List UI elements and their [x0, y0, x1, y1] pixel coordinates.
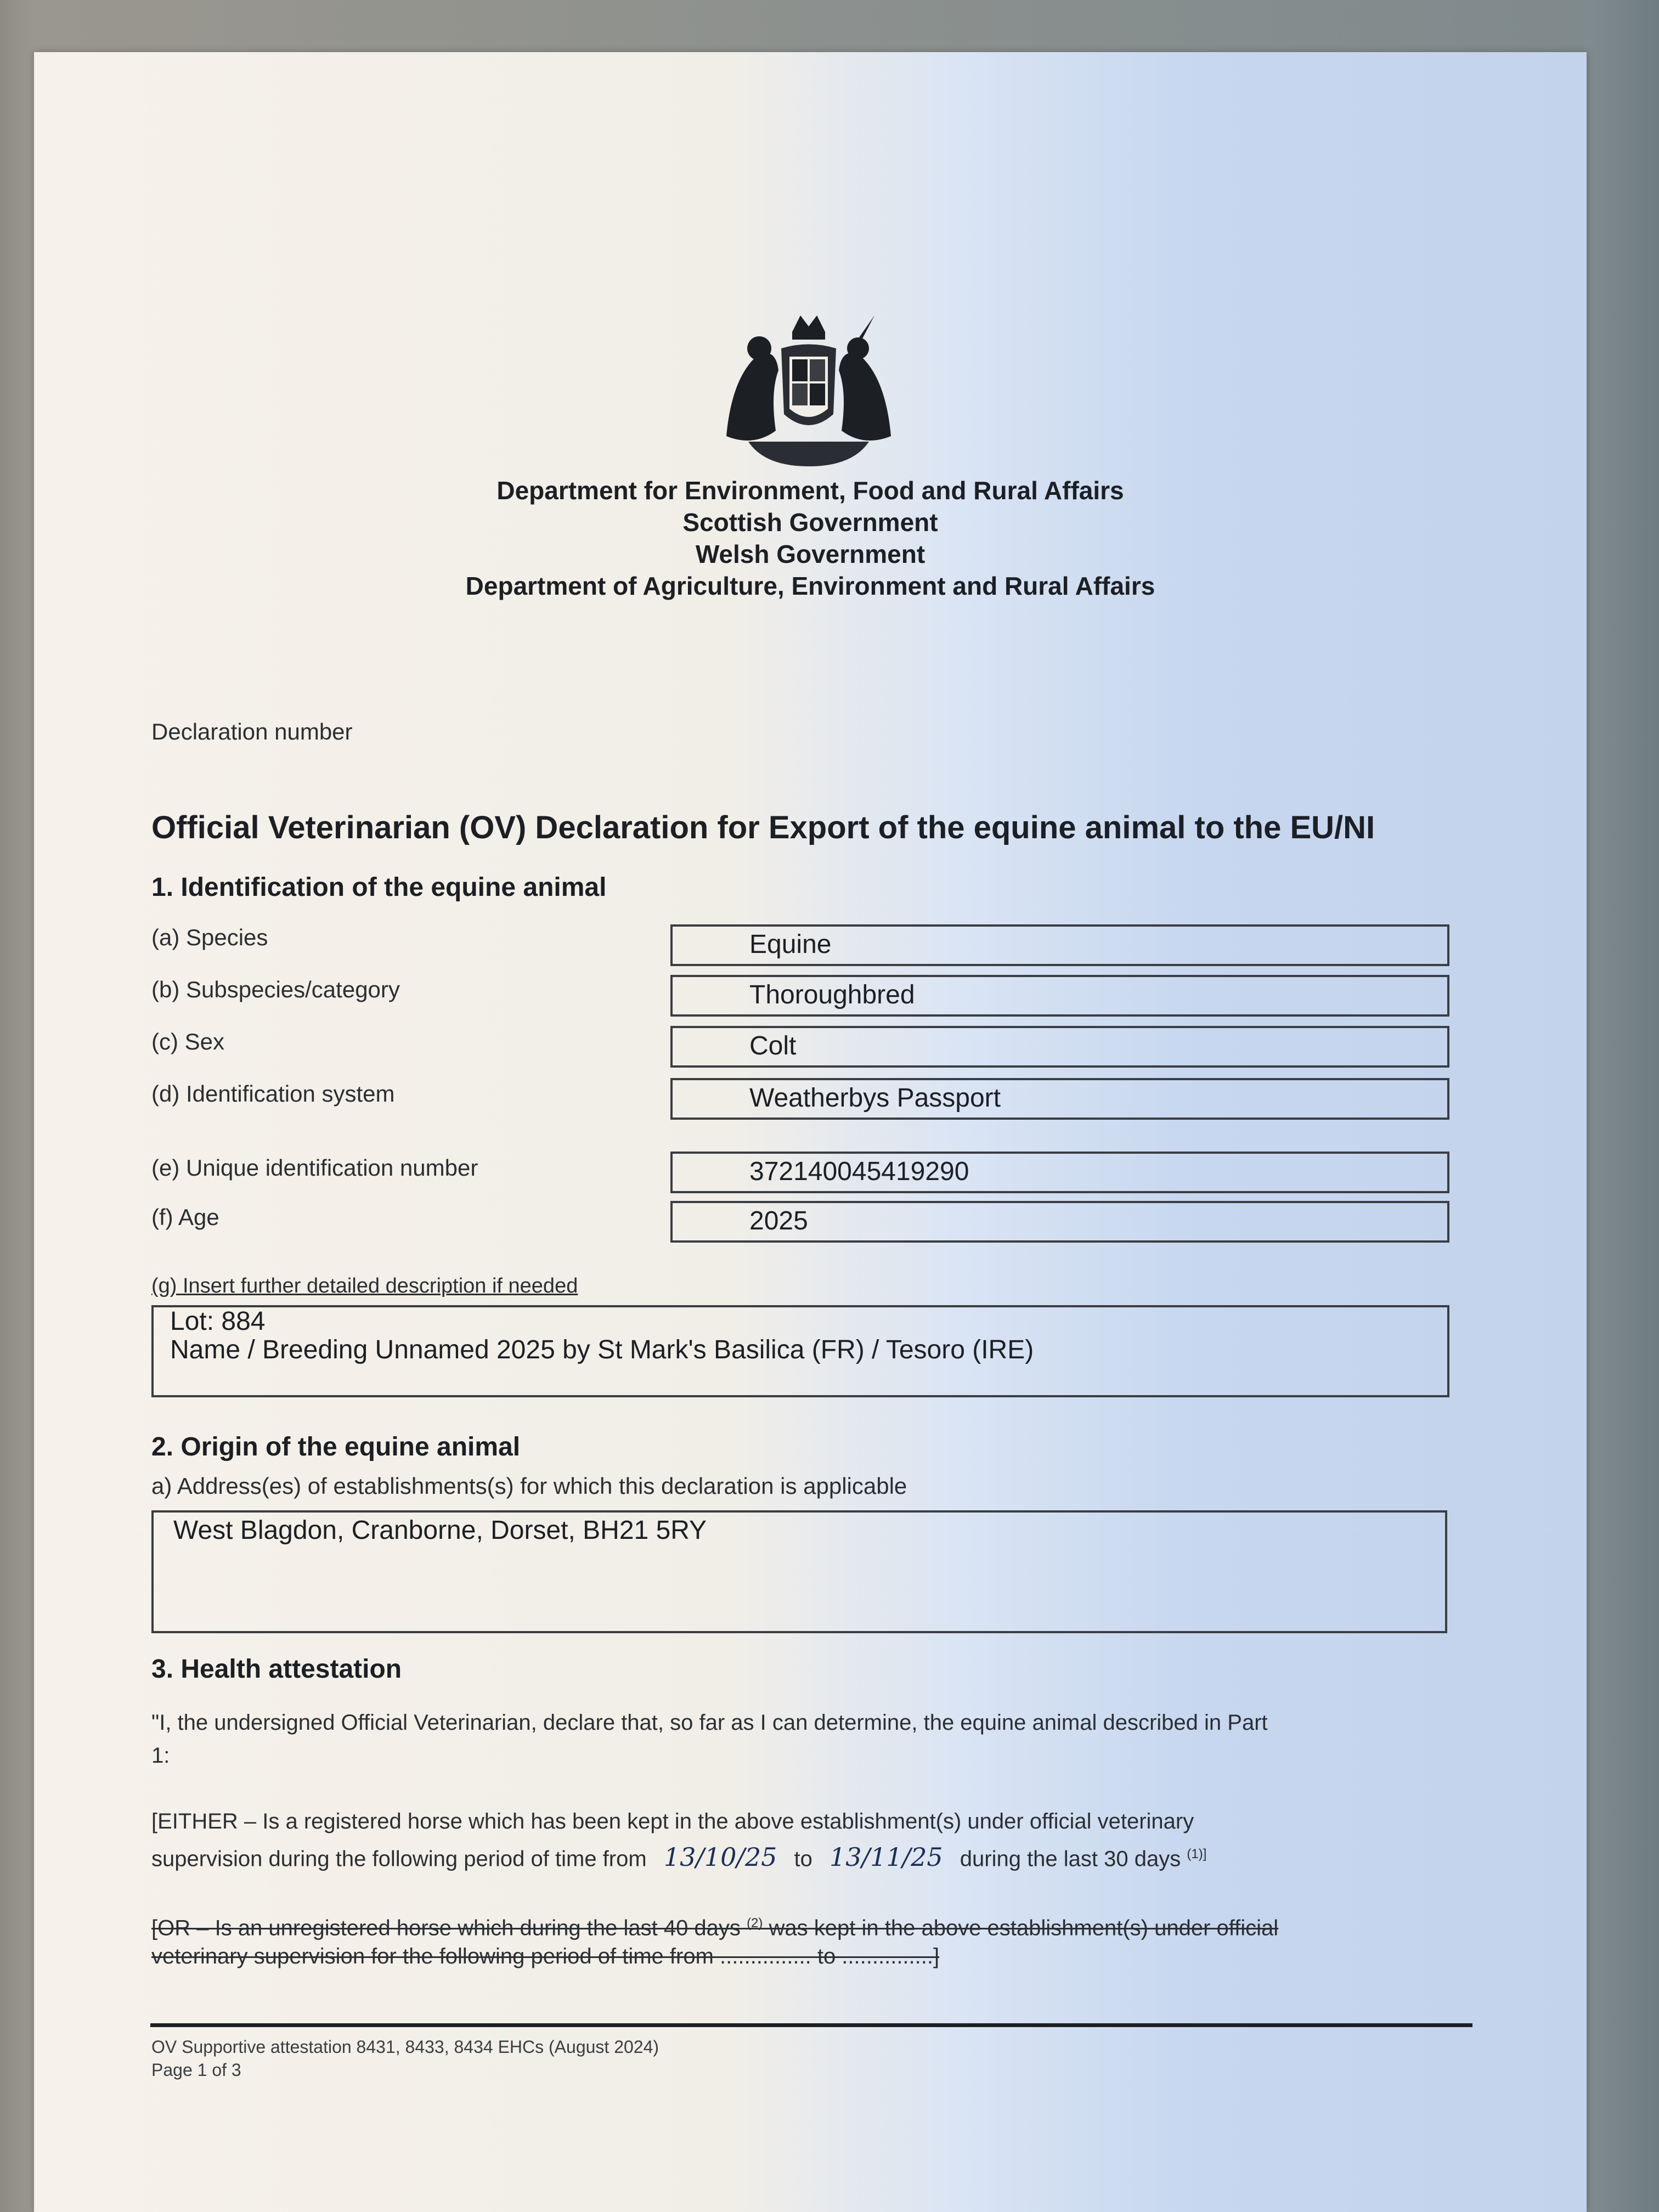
identification-system-label: (d) Identification system [151, 1081, 395, 1107]
sex-field: Colt [670, 1026, 1449, 1068]
either-to-word: to [794, 1847, 812, 1871]
section-1-heading: 1. Identification of the equine animal [151, 873, 607, 902]
either-clause-line-1: [EITHER – Is a registered horse which has been kept in the above establishment(s) under official veterinary [151, 1809, 1194, 1833]
address-label: a) Address(es) of establishments(s) for which this declaration is applicable [151, 1473, 907, 1499]
species-field: Equine [670, 924, 1449, 966]
handwritten-to-date: 13/11/25 [830, 1842, 943, 1872]
age-field: 2025 [670, 1201, 1449, 1243]
description-lot: Lot: 884 [170, 1307, 266, 1336]
document-title: Official Veterinarian (OV) Declaration for Export of the equine animal to the EU/NI [151, 810, 1375, 845]
royal-coat-of-arms-icon [715, 310, 902, 469]
subspecies-label: (b) Subspecies/category [151, 977, 400, 1002]
header-line-welsh-gov: Welsh Government [695, 540, 926, 568]
either-footnote: (1)] [1187, 1847, 1207, 1861]
either-clause [151, 1805, 1479, 1875]
subspecies-field: Thoroughbred [670, 975, 1449, 1017]
section-2-heading: 2. Origin of the equine animal [151, 1432, 521, 1462]
or-footnote: (2) [747, 1916, 763, 1931]
declaration-number-label: Declaration number [151, 719, 353, 744]
unique-id-field: 372140045419290 [670, 1152, 1449, 1193]
footer-divider [150, 2023, 1472, 2027]
or-clause-line-1 [151, 1909, 1479, 1942]
header-line-scottish-gov: Scottish Government [682, 508, 938, 537]
attestation-intro-line-2: 1: [151, 1743, 170, 1768]
or-clause-text-end: was kept in the above establishment(s) under official [769, 1916, 1279, 1940]
or-clause-struck [151, 1909, 1479, 1971]
section-3-heading: 3. Health attestation [151, 1655, 402, 1684]
unique-id-label: (e) Unique identification number [151, 1155, 478, 1181]
address-box: West Blagdon, Cranborne, Dorset, BH21 5RY [151, 1510, 1447, 1633]
document-page [34, 52, 1587, 2212]
sex-label: (c) Sex [151, 1029, 225, 1054]
handwritten-from-date: 13/10/25 [663, 1842, 777, 1872]
footer-reference: OV Supportive attestation 8431, 8433, 8434 EHCs (August 2024) [151, 2037, 659, 2057]
identification-system-field: Weatherbys Passport [670, 1078, 1449, 1120]
description-label: (g) Insert further detailed description if needed [151, 1274, 578, 1297]
either-clause-line-2 [151, 1838, 1479, 1875]
attestation-intro [151, 1706, 1479, 1772]
species-label: (a) Species [151, 924, 268, 950]
description-name-breeding: Name / Breeding Unnamed 2025 by St Mark's Basilica (FR) / Tesoro (IRE) [170, 1335, 1034, 1364]
or-clause-line-2: veterinary supervision for the following period of time from ............... to ...............] [151, 1944, 940, 1969]
header-line-defra: Department for Environment, Food and Rural Affairs [496, 476, 1124, 505]
age-label: (f) Age [151, 1204, 219, 1230]
either-prefix: supervision during the following period of time from [151, 1847, 647, 1871]
description-box [151, 1305, 1449, 1397]
either-suffix: during the last 30 days [960, 1847, 1181, 1871]
header-line-daera: Department of Agriculture, Environment and Rural Affairs [465, 572, 1155, 600]
attestation-intro-line-1: "I, the undersigned Official Veterinarian, declare that, so far as I can determine, the equine animal described in Part [151, 1711, 1268, 1735]
page-number: Page 1 of 3 [151, 2060, 241, 2080]
or-clause-text: [OR – Is an unregistered horse which during the last 40 days [151, 1916, 741, 1940]
